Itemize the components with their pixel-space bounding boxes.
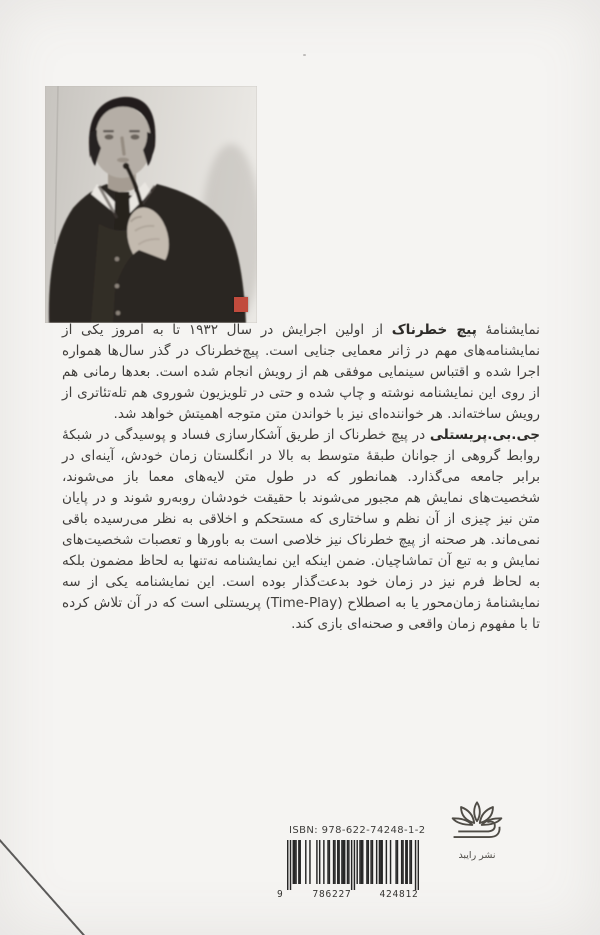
barcode-digits <box>277 889 429 903</box>
publisher-logo <box>444 799 510 861</box>
blurb-body-1: از اولین اجرایش در سال ۱۹۳۲ تا به امروز یکی از نمایشنامه‌های مهم در ژانر معمایی جنایی است. پیچ‌خطرناک در گذر سال‌ها همواره اجرا شده و اقتباس سینمایی موفقی هم از رویش انجام شده است. بعدها رمانی هم از روی این نمایشنامه نوشته و چاپ شده و حتی در تلویزیون شوروی هم تله‌تئاتری از رویش ساخته‌اند. هر خواننده‌ای نیز با خواندن متن متوجه اهمیتش خواهد شد. <box>62 322 540 422</box>
book-title: پیچ خطرناک <box>391 322 477 338</box>
barcode-digits-right: 424812 <box>379 889 419 900</box>
portrait-illustration <box>45 86 257 323</box>
author-portrait-photo <box>45 86 257 323</box>
blurb-paragraph-2 <box>62 425 540 635</box>
publisher-flower-icon <box>447 799 507 847</box>
paper-speck <box>303 54 306 56</box>
barcode-digit-first: 9 <box>277 889 283 900</box>
publisher-name: نشر رایبد <box>458 850 496 861</box>
ean13-barcode <box>287 840 419 890</box>
isbn-label: ISBN: 978-622-74248-1-2 <box>289 825 426 836</box>
blurb-paragraph-1 <box>62 320 540 425</box>
barcode-digits-left: 786227 <box>312 889 352 900</box>
barcode-bars <box>287 840 419 890</box>
blurb-lead: نمایشنامهٔ <box>476 322 540 338</box>
red-square-mark <box>234 297 248 312</box>
author-name: جی.بی.پریستلی <box>429 427 540 443</box>
page-corner-line <box>0 836 87 935</box>
blurb-body-2: در پیچ خطرناک از طریق آشکارسازی فساد و پوسیدگی در شبکهٔ روابط گروهی از جوانان طبقهٔ متوسط به بالا در انگلستان زمان خودش، آینه‌ای در برابر جامعه می‌گذارد. همانطور که در طول متن لایه‌های معما باز می‌شوند، شخصیت‌های نمایش هم مجبور می‌شوند با حقیقت خودشان روبه‌رو شوند و در پایان متن نیز چیزی از آن نظم و ساختاری که مستحکم و اخلاقی به نظر می‌رسیده باقی نمی‌ماند. هر صحنه از پیچ خطرناک نیز خلاصی است به باورها و تعصبات شخصیت‌های نمایش و به تبع آن تماشاچیان. ضمن اینکه این نمایشنامه نه‌تنها به لحاظ مضمون بلکه به لحاظ فرم نیز در زمان خود بدعت‌گذار بوده است. این نمایشنامه یکی از سه نمایشنامهٔ زمان‌محور یا به اصطلاح (Time-Play) پریستلی است که در آن تلاش کرده تا با مفهوم زمان واقعی و صحنه‌ای بازی کند. <box>62 427 540 632</box>
back-cover-text <box>62 320 540 635</box>
